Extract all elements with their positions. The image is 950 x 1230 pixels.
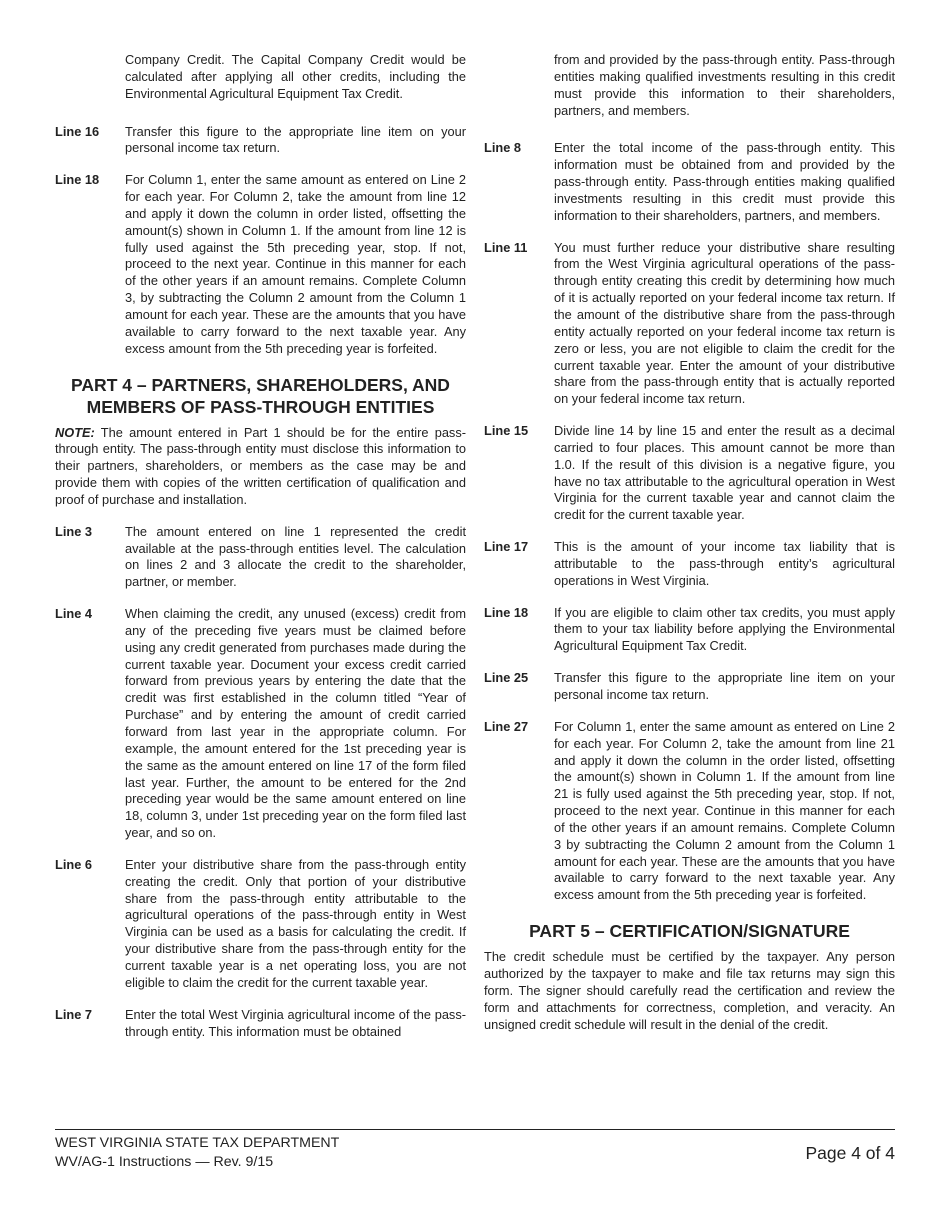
line-item-4 (55, 606, 466, 842)
line-item-3 (55, 524, 466, 591)
line-text: If you are eligible to claim other tax credits, you must apply them to your tax liability before applying the Environmental Agricultural Equipment Tax Credit. (554, 604, 895, 654)
line-text: For Column 1, enter the same amount as entered on Line 2 for each year. For Column 2, take the amount from line 12 and apply it down the column in order listed, offsetting the amount(s) shown in Column 1. If the amount from line 12 is fully used against the 5th preceding year, stop. If not, proceed to the next year. Continue in this manner for each of the other years if an amount remains. Complete Column 3, by subtracting the Column 2 amount from the Column 1 amount for each year. These are the amounts that you have available to carry forward to the next taxable year. Any excess amount from the 5th preceding year is forfeited. (125, 172, 466, 356)
line-item-7 (55, 1007, 466, 1041)
page-number: Page 4 of 4 (805, 1143, 895, 1163)
line-label: Line 3 (55, 523, 92, 539)
line-label: Line 18 (55, 172, 100, 188)
line-item-27 (484, 719, 895, 904)
line-item-18 (55, 172, 466, 357)
footer-form-ref: WV/AG-1 Instructions — Rev. 9/15 (55, 1154, 274, 1170)
line-text: Divide line 14 by line 15 and enter the result as a decimal carried to four places. This amount cannot be more than 1.0. If the result of this division is a negative figure, you have no tax attributable to the agricultural operation in West Virginia for the current taxable year and cannot claim the credit for the current taxable year. (554, 423, 895, 523)
line-label: Line 8 (484, 140, 521, 156)
part5-title: PART 5 – CERTIFICATION/SIGNATURE (529, 921, 850, 942)
line-label: Line 4 (55, 606, 92, 622)
line-text: You must further reduce your distributive share resulting from the West Virginia agricultural operations of the pass-through entity creating this credit by determining how much of it is actually reported on your federal income tax return. If the amount of the distributive share from the pass-through entity actually reported on your federal income tax return is zero or less, you are not eligible to claim the credit for the current taxable year. Enter the amount of your distributive share from the pass-through entity that is actually reported on your federal income tax return. (554, 239, 895, 407)
line-item-11 (484, 240, 895, 408)
line-label: Line 16 (55, 123, 100, 139)
note-text: The amount entered in Part 1 should be for the entire pass-through entity. The pass-through entity must disclose this information to their partners, shareholders, or members as the case may be and provide them with copies of the written certification of qualification and proof of purchase and installation. (55, 424, 466, 507)
line-text: Enter your distributive share from the pass-through entity creating the credit. Only that portion of your distributive share from the pass-through entity attributable to the agricultural operations of the pass-through entity in West Virginia can be used as a basis for calculating the credit. If your distributive share from the pass-through entity for the current taxable year is a net operating loss, you are not eligible to claim the credit for the current taxable year. (125, 856, 466, 990)
line-item-17 (484, 539, 895, 590)
line-item-16 (55, 124, 466, 158)
footer-divider (55, 1129, 895, 1130)
intro-continuation: Company Credit. The Capital Company Credit would be calculated after applying all other credits, including the Environmental Agricultural Equipment Tax Credit. (125, 52, 466, 101)
line-text: When claiming the credit, any unused (excess) credit from any of the preceding five years must be claimed before using any credit generated from purchases made during the current taxable year. Document your excess credit carried forward from previous years by entering the date that the credit was first established in the column titled “Year of Purchase” and by entering the amount of credit carried forward from last year in the appropriate column. For example, the amount entered for the 1st preceding year is the same as the amount entered on line 17 of the form filed last year. Further, the amount to be entered for the 2nd preceding year would be the same amount entered on line 18, column 3, under 1st preceding year on the form filed last year, and so on. (125, 606, 466, 841)
line-label: Line 17 (484, 539, 529, 555)
line-text: This is the amount of your income tax liability that is attributable to the pass-through entity’s agricultural operations in West Virginia. (554, 539, 895, 588)
part4-note (55, 425, 466, 509)
footer-left (55, 1134, 339, 1172)
left-column (55, 52, 466, 1055)
line-label: Line 15 (484, 423, 529, 439)
line-label: Line 6 (55, 856, 92, 872)
part5-text: The credit schedule must be certified by the taxpayer. Any person authorized by the taxpayer to make and file tax returns may sign this form. The signer should carefully read the certification and review the form and attachments for correctness, completion, and veracity. An unsigned credit schedule will result in the denial of the credit. (484, 949, 895, 1032)
line-item-18-right (484, 605, 895, 656)
line-text: Transfer this figure to the appropriate line item on your personal income tax return. (554, 670, 895, 702)
note-label: NOTE: (55, 424, 95, 440)
line-text: Enter the total income of the pass-through entity. This information must be obtained from and provided by the pass-through entity. Pass-through entities making qualified investments resulting in this credit must provide this information to their shareholders, partners, and members. (554, 140, 895, 223)
line-item-15 (484, 423, 895, 524)
line7-continuation: from and provided by the pass-through entity. Pass-through entities making qualified investments resulting in this credit must provide this information to their shareholders, partners, and members. (554, 52, 895, 118)
part4-title: PART 4 – PARTNERS, SHAREHOLDERS, AND MEMBERS OF PASS-THROUGH ENTITIES (71, 374, 450, 417)
line-item-6 (55, 857, 466, 992)
line-text: Enter the total West Virginia agricultural income of the pass-through entity. This information must be obtained (125, 1006, 466, 1039)
right-column (484, 52, 895, 1033)
line-label: Line 7 (55, 1006, 92, 1022)
line-text: Transfer this figure to the appropriate line item on your personal income tax return. (125, 123, 466, 156)
line-label: Line 11 (484, 239, 528, 255)
line-text: For Column 1, enter the same amount as entered on Line 2 for each year. For Column 2, take the amount from line 21 and apply it down the column in the order listed, offsetting the amount(s) shown in Column 1. If the amount from line 21 is fully used against the 5th preceding year, stop. If not, proceed to the next year. Continue in this manner for each of the other years if an amount remains. Complete Column 3 by subtracting the Column 2 amount from the Column 1 amount for each year. These are the amounts that you have available to carry forward to the next taxable year. Any excess amount from the 5th preceding year is forfeited. (554, 718, 895, 903)
line-item-8 (484, 140, 895, 224)
footer-department: WEST VIRGINIA STATE TAX DEPARTMENT (55, 1135, 340, 1151)
line-item-25 (484, 670, 895, 704)
line-text: The amount entered on line 1 represented the credit available at the pass-through entities level. The calculation on lines 2 and 3 allocate the credit to the shareholder, partner, or member. (125, 523, 466, 590)
line-label: Line 27 (484, 718, 529, 734)
line-label: Line 25 (484, 670, 529, 686)
line-label: Line 18 (484, 604, 529, 620)
